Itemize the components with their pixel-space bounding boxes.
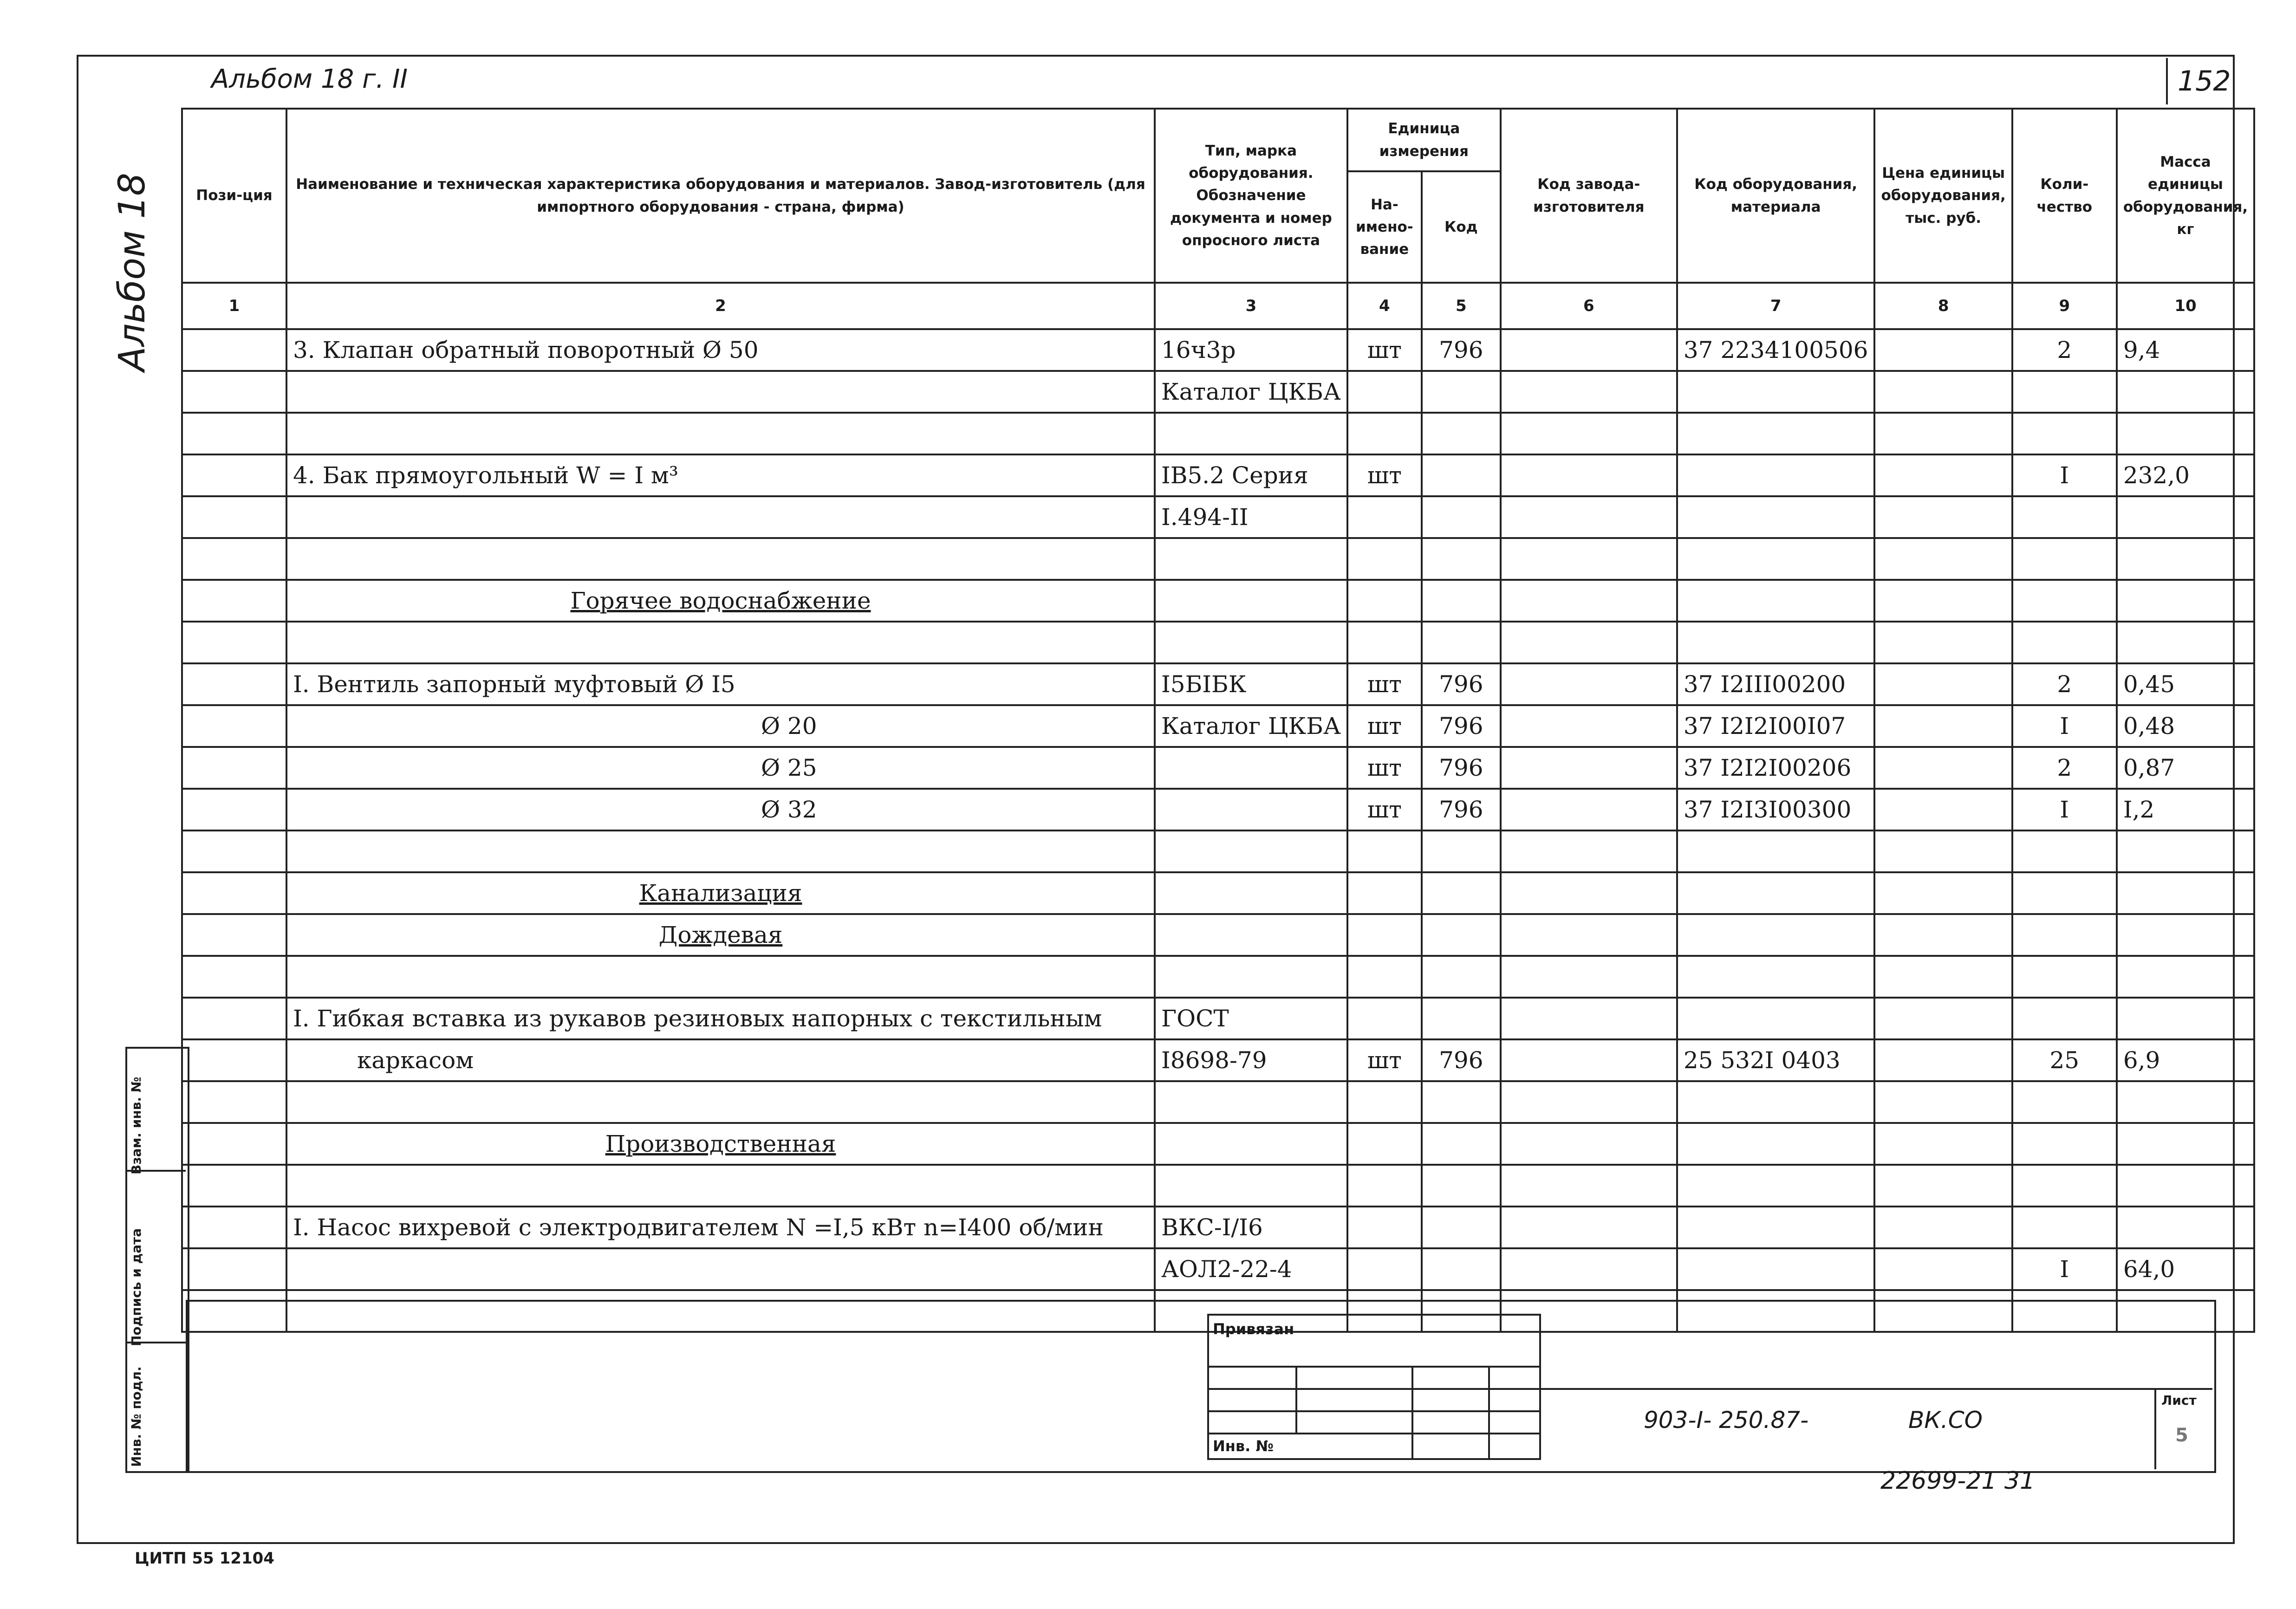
cell-unit: шт [1347,705,1422,747]
cell-mass [2117,956,2254,998]
side-label-inv: Инв. № подл. [129,1366,144,1467]
section-heading: Канализация [286,872,1155,914]
cell-qty: 25 [2012,1039,2117,1081]
cell-mass [2117,580,2254,622]
col-equip-code: Код оборудования, материала [1677,109,1875,283]
cell-pos [182,1123,286,1165]
cell-unit_code [1422,413,1501,454]
col-number: 9 [2012,283,2117,329]
strip-divider-2 [125,1342,186,1343]
cell-mass: 0,45 [2117,663,2254,705]
cell-type [1155,622,1347,663]
cell-pos [182,1248,286,1290]
cell-unit [1347,1123,1422,1165]
cell-unit_code: 796 [1422,663,1501,705]
cell-qty [2012,1207,2117,1248]
cell-mass [2117,914,2254,956]
table-row [182,956,2254,998]
strip-divider-1 [125,1170,186,1172]
cell-type: I5БIБК [1155,663,1347,705]
cell-mass: 9,4 [2117,329,2254,371]
cell-maker [1501,538,1677,580]
cell-maker [1501,663,1677,705]
cell-maker [1501,329,1677,371]
col-type: Тип, марка оборудования. Обозначение документа и номер опросного листа [1155,109,1347,283]
sheet-number: 5 [2175,1425,2188,1446]
table-row [182,1081,2254,1123]
cell-maker [1501,705,1677,747]
table-row [182,580,2254,622]
cell-maker [1501,1081,1677,1123]
cell-pos [182,1207,286,1248]
cell-type [1155,1165,1347,1207]
cell-pos [182,1081,286,1123]
specification-table [181,108,2255,1333]
table-row [182,1123,2254,1165]
cell-maker [1501,1248,1677,1290]
cell-pos [182,747,286,789]
table-row [182,705,2254,747]
cell-name: Ø 32 [286,789,1155,830]
cell-code [1677,1123,1875,1165]
cell-name [286,1165,1155,1207]
cell-price [1874,580,2012,622]
cell-qty: 2 [2012,329,2117,371]
cell-code: 37 2234100506 [1677,329,1875,371]
cell-price [1874,1165,2012,1207]
cell-price [1874,663,2012,705]
cell-price [1874,956,2012,998]
cell-pos [182,454,286,496]
cell-unit_code [1422,1248,1501,1290]
cell-price [1874,1248,2012,1290]
printer-code: ЦИТП 55 12104 [135,1549,274,1568]
cell-mass [2117,622,2254,663]
cell-name: I. Насос вихревой с электродвигателем N =I,5 кВт n=I400 об/мин [286,1207,1155,1248]
cell-pos [182,998,286,1039]
cell-type [1155,789,1347,830]
cell-unit_code: 796 [1422,747,1501,789]
cell-code [1677,830,1875,872]
cell-type [1155,914,1347,956]
table-row [182,830,2254,872]
cell-code [1677,1207,1875,1248]
cell-name: I. Гибкая вставка из рукавов резиновых напорных с текстильным [286,998,1155,1039]
cell-pos [182,329,286,371]
cell-qty [2012,872,2117,914]
cell-qty [2012,1123,2117,1165]
table-row [182,747,2254,789]
cell-maker [1501,789,1677,830]
attached-label: Привязан [1208,1315,1540,1367]
col-qty: Коли-чество [2012,109,2117,283]
cell-pos [182,1039,286,1081]
cell-pos [182,789,286,830]
cell-qty [2012,956,2117,998]
col-unit-code: Код [1422,171,1501,283]
cell-price [1874,1081,2012,1123]
col-number: 7 [1677,283,1875,329]
cell-unit: шт [1347,1039,1422,1081]
cell-type: 16ч3р [1155,329,1347,371]
cell-unit_code [1422,998,1501,1039]
cell-maker [1501,454,1677,496]
cell-unit [1347,371,1422,413]
cell-qty [2012,413,2117,454]
col-price: Цена единицы оборудования, тыс. руб. [1874,109,2012,283]
cell-maker [1501,998,1677,1039]
section-heading: Дождевая [286,914,1155,956]
cell-mass [2117,371,2254,413]
col-mass: Масса единицы оборудования, кг [2117,109,2254,283]
cell-mass [2117,998,2254,1039]
col-unit-group: Единица измерения [1347,109,1501,171]
cell-type: I.494-II [1155,496,1347,538]
cell-name [286,1081,1155,1123]
cell-unit_code [1422,496,1501,538]
cell-maker [1501,413,1677,454]
cell-unit_code [1422,914,1501,956]
col-number: 8 [1874,283,2012,329]
table-row [182,496,2254,538]
cell-mass [2117,1081,2254,1123]
specification-rows [182,329,2254,1332]
cell-maker [1501,580,1677,622]
cell-name: каркасом [286,1039,1155,1081]
cell-price [1874,998,2012,1039]
cell-qty [2012,1081,2117,1123]
doc-suffix: ВК.СО [1908,1407,1983,1434]
cell-unit: шт [1347,454,1422,496]
cell-unit_code [1422,872,1501,914]
cell-unit [1347,998,1422,1039]
cell-pos [182,622,286,663]
cell-qty: I [2012,454,2117,496]
cell-unit [1347,1081,1422,1123]
cell-qty: 2 [2012,747,2117,789]
cell-qty [2012,538,2117,580]
cell-code: 37 I2III00200 [1677,663,1875,705]
cell-unit [1347,413,1422,454]
cell-qty: 2 [2012,663,2117,705]
col-number: 6 [1501,283,1677,329]
cell-type [1155,1081,1347,1123]
cell-price [1874,454,2012,496]
cell-unit_code [1422,1207,1501,1248]
table-row [182,663,2254,705]
cell-unit: шт [1347,329,1422,371]
cell-code [1677,371,1875,413]
table-row [182,371,2254,413]
table-row [182,622,2254,663]
cell-mass [2117,413,2254,454]
cell-type [1155,413,1347,454]
cell-mass: I,2 [2117,789,2254,830]
cell-code: 37 I2I2I00I07 [1677,705,1875,747]
doc-code-box [1539,1388,2212,1471]
cell-name [286,496,1155,538]
cell-qty [2012,580,2117,622]
cell-unit: шт [1347,789,1422,830]
doc-code: 903-I- 250.87- [1644,1407,1809,1434]
cell-unit [1347,914,1422,956]
col-maker-code: Код завода-изготовителя [1501,109,1677,283]
cell-pos [182,538,286,580]
cell-name [286,538,1155,580]
cell-type [1155,747,1347,789]
cell-mass [2117,1123,2254,1165]
cell-code [1677,914,1875,956]
table-row [182,1165,2254,1207]
cell-type: ГОСТ [1155,998,1347,1039]
cell-price [1874,872,2012,914]
cell-unit_code [1422,1123,1501,1165]
cell-unit_code [1422,580,1501,622]
cell-mass [2117,830,2254,872]
cell-name [286,413,1155,454]
cell-unit [1347,956,1422,998]
table-row [182,914,2254,956]
cell-unit_code [1422,956,1501,998]
table-row [182,1039,2254,1081]
cell-code [1677,1165,1875,1207]
page-number: 152 [2178,65,2231,97]
cell-type: I8698-79 [1155,1039,1347,1081]
cell-name: I. Вентиль запорный муфтовый Ø I5 [286,663,1155,705]
cell-price [1874,747,2012,789]
col-pos: Пози-ция [182,109,286,283]
cell-unit [1347,1165,1422,1207]
cell-price [1874,538,2012,580]
cell-pos [182,1165,286,1207]
cell-unit_code: 796 [1422,705,1501,747]
cell-price [1874,371,2012,413]
table-row [182,454,2254,496]
sheet-label: Лист [2161,1393,2197,1408]
cell-code [1677,538,1875,580]
cell-code [1677,622,1875,663]
cell-type [1155,1123,1347,1165]
cell-code [1677,1081,1875,1123]
cell-unit_code: 796 [1422,789,1501,830]
cell-mass: 0,87 [2117,747,2254,789]
cell-maker [1501,496,1677,538]
cell-type: ВКС-I/I6 [1155,1207,1347,1248]
cell-price [1874,1039,2012,1081]
cell-pos [182,496,286,538]
cell-price [1874,789,2012,830]
cell-code [1677,454,1875,496]
cell-price [1874,1207,2012,1248]
cell-code: 37 I2I2I00206 [1677,747,1875,789]
table-row [182,329,2254,371]
col-number: 2 [286,283,1155,329]
cell-code: 25 532I 0403 [1677,1039,1875,1081]
cell-code [1677,413,1875,454]
cell-price [1874,830,2012,872]
cell-pos [182,872,286,914]
column-numbers-row [182,283,2254,329]
table-row [182,1207,2254,1248]
cell-unit [1347,1207,1422,1248]
cell-maker [1501,872,1677,914]
cell-name [286,956,1155,998]
cell-type: Каталог ЦКБА [1155,371,1347,413]
cell-unit [1347,496,1422,538]
table-row [182,1248,2254,1290]
cell-name [286,1248,1155,1290]
cell-unit: шт [1347,663,1422,705]
cell-code [1677,956,1875,998]
cell-unit_code: 796 [1422,329,1501,371]
cell-unit_code [1422,1081,1501,1123]
attached-stamp [1207,1314,1541,1460]
cell-qty [2012,1165,2117,1207]
cell-name: Ø 25 [286,747,1155,789]
cell-unit [1347,580,1422,622]
cell-maker [1501,1123,1677,1165]
table-row [182,413,2254,454]
cell-mass [2117,872,2254,914]
col-number: 10 [2117,283,2254,329]
cell-unit_code [1422,454,1501,496]
cell-price [1874,413,2012,454]
cell-pos [182,705,286,747]
side-label-vzam: Взам. инв. № [129,1077,144,1174]
cell-pos [182,371,286,413]
cell-price [1874,914,2012,956]
cell-maker [1501,622,1677,663]
cell-type [1155,830,1347,872]
cell-qty: I [2012,1248,2117,1290]
cell-unit_code [1422,622,1501,663]
col-number: 4 [1347,283,1422,329]
cell-code [1677,1248,1875,1290]
cell-code [1677,872,1875,914]
cell-code [1677,998,1875,1039]
cell-mass [2117,1165,2254,1207]
cell-qty [2012,496,2117,538]
cell-name: Ø 20 [286,705,1155,747]
cell-maker [1501,371,1677,413]
cell-name [286,622,1155,663]
cell-unit [1347,830,1422,872]
cell-pos [182,914,286,956]
cell-code: 37 I2I3I00300 [1677,789,1875,830]
cell-qty [2012,371,2117,413]
cell-maker [1501,830,1677,872]
cell-code [1677,496,1875,538]
cell-price [1874,705,2012,747]
cell-maker [1501,1165,1677,1207]
cell-maker [1501,956,1677,998]
cell-type [1155,872,1347,914]
side-album-label: Альбом 18 [111,173,153,371]
cell-unit [1347,872,1422,914]
cell-price [1874,1123,2012,1165]
cell-maker [1501,914,1677,956]
cell-qty: I [2012,789,2117,830]
album-note: Альбом 18 г. II [211,64,408,94]
cell-qty [2012,622,2117,663]
cell-pos [182,830,286,872]
cell-price [1874,496,2012,538]
inv-label: Инв. № [1208,1434,1412,1459]
cell-unit_code [1422,371,1501,413]
cell-mass [2117,1207,2254,1248]
cell-pos [182,956,286,998]
cell-qty: I [2012,705,2117,747]
cell-code [1677,580,1875,622]
cell-price [1874,622,2012,663]
cell-type: АОЛ2-22-4 [1155,1248,1347,1290]
cell-unit_code [1422,830,1501,872]
side-label-sign: Подпись и дата [129,1228,144,1346]
cell-maker [1501,747,1677,789]
table-row [182,538,2254,580]
table-row [182,998,2254,1039]
table-row [182,789,2254,830]
cell-mass [2117,538,2254,580]
cell-unit_code [1422,538,1501,580]
cell-pos [182,413,286,454]
cell-mass: 6,9 [2117,1039,2254,1081]
cell-type [1155,538,1347,580]
cell-unit [1347,538,1422,580]
cell-type: IB5.2 Серия [1155,454,1347,496]
cell-pos [182,663,286,705]
cell-unit_code [1422,1165,1501,1207]
col-number: 1 [182,283,286,329]
order-number: 22699-21 31 [1880,1467,2036,1495]
cell-mass: 0,48 [2117,705,2254,747]
col-name: Наименование и техническая характеристика оборудования и материалов. Завод-изготовитель (для импортного оборудования - страна, фирма) [286,109,1155,283]
cell-type [1155,580,1347,622]
cell-qty [2012,830,2117,872]
cell-qty [2012,998,2117,1039]
section-heading: Горячее водоснабжение [286,580,1155,622]
cell-unit [1347,622,1422,663]
col-number: 5 [1422,283,1501,329]
table-row [182,872,2254,914]
cell-mass [2117,496,2254,538]
cell-mass: 64,0 [2117,1248,2254,1290]
col-number: 3 [1155,283,1347,329]
cell-name [286,371,1155,413]
cell-price [1874,329,2012,371]
cell-name [286,830,1155,872]
section-heading: Производственная [286,1123,1155,1165]
cell-maker [1501,1207,1677,1248]
cell-mass: 232,0 [2117,454,2254,496]
cell-name: 4. Бак прямоугольный W = I м³ [286,454,1155,496]
cell-type: Каталог ЦКБА [1155,705,1347,747]
cell-unit: шт [1347,747,1422,789]
cell-name: 3. Клапан обратный поворотный Ø 50 [286,329,1155,371]
cell-unit_code: 796 [1422,1039,1501,1081]
cell-type [1155,956,1347,998]
cell-qty [2012,914,2117,956]
col-unit-name: На-имено-вание [1347,171,1422,283]
cell-maker [1501,1039,1677,1081]
cell-unit [1347,1248,1422,1290]
cell-pos [182,580,286,622]
